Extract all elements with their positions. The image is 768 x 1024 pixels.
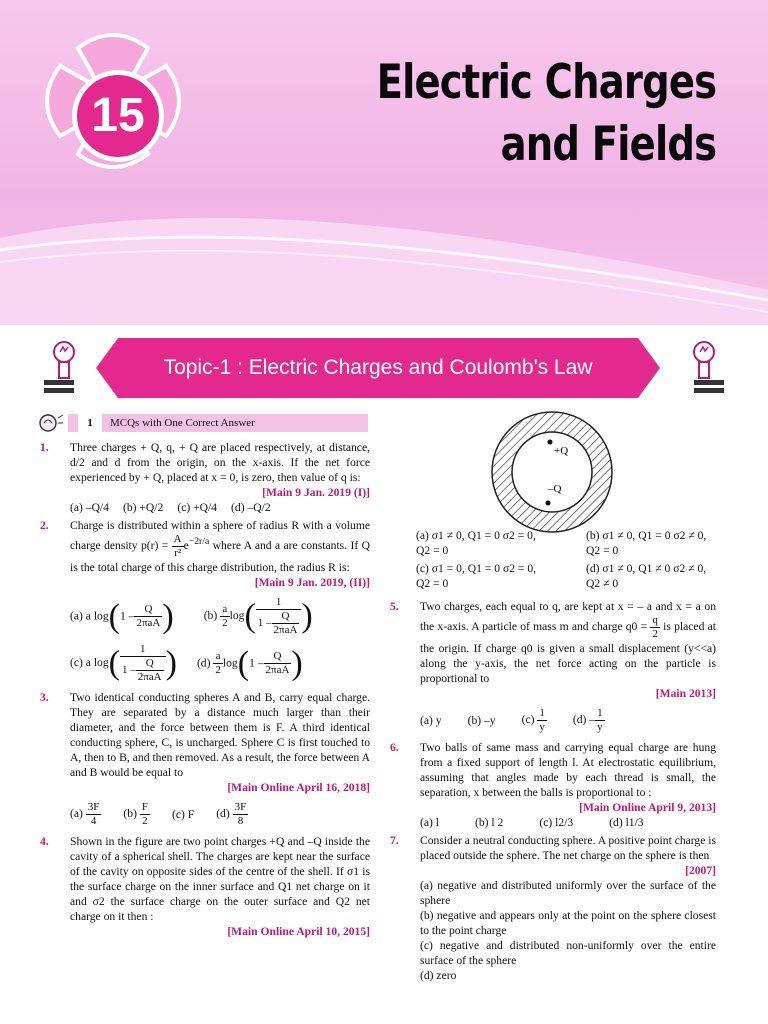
denominator: 8 [237,815,244,827]
question-number: 2. [40,519,49,532]
math-text: a log [85,656,109,670]
question-text: Consider a neutral conducting sphere. A positive point charge is placed outside the sphere. The net charge on the sphere is then [420,834,717,862]
fraction [134,603,162,630]
numerator: 1 [256,596,302,610]
fraction [595,707,605,734]
chapter-header [0,0,768,325]
math-text: 1 – [249,656,264,670]
negative-charge-label: –Q [548,483,562,495]
section-label: MCQs with One Correct Answer [110,417,255,429]
math-text: 1 – [121,664,136,677]
positive-charge-label: +Q [554,445,569,457]
option-label: (c) [70,656,83,670]
paren: ( [108,644,120,682]
option-d[interactable]: (d) σ1 ≠ 0, Q1 ≠ 0 σ2 ≠ 0, Q2 ≠ 0 [586,562,707,590]
question-text: Two charges, each equal to q, are kept at x = – a and x = a on the x-axis. A particle of mass m and charge q0 = [420,600,716,634]
density-formula [140,533,210,559]
question-number: 6. [390,741,399,754]
question-number: 5. [390,600,399,613]
right-column [386,528,716,986]
option-b[interactable]: (b) –y [467,714,496,727]
question-text-cont: is placed at the origin. If charge q0 is given a small displacement (y<<a) along the y-axis, the net force acting on the particle is proportional to [420,620,716,685]
positive-charge-dot [548,440,553,445]
numerator: F [141,801,148,813]
fraction [86,801,102,828]
options [70,801,370,828]
question-reference: [2007] [685,864,716,877]
option-a[interactable]: (a) negative and distributed uniformly over the surface of the sphere [420,879,716,907]
option-c[interactable]: (c) F [171,808,195,821]
question-text-cont: where A and a are constants. If Q is the total charge of this charge distribution, the radius R is: [70,539,370,574]
option-a[interactable] [70,597,174,635]
option-a[interactable]: (a) –Q/4 [70,501,109,514]
question-7 [386,833,716,983]
denominator: 2 [652,628,658,640]
denominator [256,610,302,637]
chapter-title-line1: Electric Charges [376,55,716,110]
question-number: 1. [40,441,49,454]
question-reference: [Main 2013] [655,687,716,700]
option-label: (d) – [572,713,596,727]
denominator: 2πaA [136,617,161,629]
exp-base: e [183,539,189,553]
option-c[interactable]: (c) l2/3 [539,816,574,829]
math-text: log [229,609,245,623]
option-label: (d) [196,656,211,670]
question-reference: [Main 9 Jan. 2019 (I)] [262,486,370,499]
negative-charge-dot [546,501,551,506]
option-b[interactable]: (b) l 2 [475,816,504,829]
option-c[interactable] [522,707,547,734]
option-a[interactable]: (a) l [420,816,439,829]
option-label: (c) [521,713,535,727]
math-text: log [222,656,238,670]
math-text: a log [85,609,109,623]
topic-title: Topic-1 : Electric Charges and Coulomb's Law [163,356,593,379]
option-d[interactable]: (d) l1/3 [609,816,644,829]
question-number: 4. [40,835,49,848]
section-bar [68,414,368,432]
exp-power: −2r/a [188,536,210,548]
question-5 [386,599,716,734]
spherical-shell-figure [490,410,615,535]
option-label: (d) [216,807,230,821]
numerator: 1 [120,643,166,657]
option-b[interactable]: (b) σ1 ≠ 0, Q1 = 0 σ2 ≠ 0, Q2 = 0 [586,529,707,557]
option-label: (a) [70,807,83,821]
denominator: 2πaA [273,624,298,636]
options-row-1 [70,596,370,637]
option-c[interactable] [70,643,177,684]
paren: ) [165,644,177,682]
fraction [220,603,230,630]
density-fraction [172,533,184,560]
question-text: Shown in the figure are two point charges +Q and –Q inside the cavity of a spherical shell. The charges are kept near the surface of the cavity on opposite sides of the centre of the shell. If σ1 is the surface charge on the inner surface and Q1 net charge on it and σ2 the surface charge on the outer surface and Q2 net charge on it then : [70,835,370,923]
denominator: 2πaA [137,671,162,683]
question-number: 3. [40,691,49,704]
denominator [120,657,166,684]
option-a[interactable] [70,801,101,828]
question-reference: [Main Online April 10, 2015] [227,925,370,938]
fraction [136,657,164,684]
option-c[interactable]: (c) σ1 = 0, Q1 = 0 σ2 = 0, Q2 = 0 [416,562,537,590]
fraction [120,643,166,684]
paren: ( [108,597,120,635]
fraction-denominator: r² [174,547,182,559]
denominator: y [597,721,603,733]
option-d[interactable]: (d) zero [420,969,457,982]
option-label: (b) [203,609,218,623]
question-reference: [Main Online April 16, 2018] [227,781,370,794]
question-text: Three charges + Q, q, + Q are placed respectively, at distance, d/2 and d from the origin, on the x-axis. If the net force experienced by + Q, placed at x = 0, is zero, then value of q is: [70,441,370,484]
option-label: (b) [123,807,137,821]
numerator: 1 [597,707,603,719]
numerator: 1 [539,707,545,719]
left-column [36,412,370,942]
fraction [233,801,249,828]
options [420,707,716,734]
option-d[interactable] [216,801,248,828]
question-2 [36,518,370,684]
numerator: Q [264,650,292,664]
numerator: a [220,603,230,617]
paren: ( [244,597,256,635]
numerator: 3F [87,801,100,813]
option-b[interactable] [123,801,150,828]
fraction [272,610,300,637]
options [420,815,716,830]
section-header [36,412,370,434]
chapter-number: 15 [72,70,164,162]
question-reference: [Main Online April 9, 2013] [579,801,716,814]
question-text: Charge is distributed within a sphere of radius R with a volume charge density [70,519,370,553]
denominator: 2πaA [265,664,290,676]
option-c[interactable]: (c) negative and distributed non-uniformly over the entire surface of the sphere [420,939,716,967]
question-3 [36,690,370,828]
numerator: Q [136,657,164,671]
fraction-numerator: A [173,533,182,545]
numerator: 3F [234,801,247,813]
fraction [264,650,292,677]
fraction [256,596,302,637]
section-number: 1 [78,414,102,432]
question-6 [386,740,716,830]
numerator: q [652,614,658,626]
paren: ( [237,644,250,682]
fraction [537,707,547,734]
options-row-2 [70,643,370,684]
options [70,500,370,515]
density-label: p(r) = [140,539,169,553]
brain-bulb-icon [36,412,64,434]
fraction [140,801,150,828]
paren: ) [301,597,313,635]
option-b[interactable] [204,596,313,637]
option-label: (a) [70,609,83,623]
question-1 [36,440,370,515]
option-c[interactable]: (c) +Q/4 [177,501,218,514]
math-text: 1 – [119,609,135,623]
option-a[interactable]: (a) y [420,714,442,727]
option-d[interactable] [196,644,303,682]
bulb-icon-left [42,338,78,400]
inner-cavity [512,432,592,512]
question-4 [36,834,370,939]
paren: ) [291,644,303,682]
chapter-title-line2: and Fields [500,117,716,172]
option-d[interactable] [573,707,605,734]
q4-options [386,528,716,591]
fraction [650,614,660,641]
fraction [213,650,223,677]
question-reference: [Main 9 Jan. 2019, (II)] [254,576,370,589]
denominator: 2 [142,815,148,827]
numerator: Q [272,610,300,624]
question-text: Two identical conducting spheres A and B, carry equal charge. They are separated by a distance much larger than their diameter, and the force between them is F. A third identical conducting sphere, C, is uncharged. Sphere C is first touched to A, then to B, and then removed. As a result, the force between A and B would be equal to [70,691,370,779]
paren: ) [162,597,174,635]
option-b[interactable]: (b) +Q/2 [122,501,164,514]
math-text: 1 – [257,617,272,630]
denominator: 2 [222,617,228,629]
denominator: 2 [215,664,221,676]
option-b[interactable]: (b) negative and appears only at the point on the sphere closest to the point charge [420,909,716,937]
bulb-icon-right [690,338,726,400]
question-number: 7. [390,834,399,847]
numerator: a [213,650,223,664]
denominator: 4 [90,815,97,827]
numerator: Q [134,603,162,617]
option-d[interactable]: (d) –Q/2 [231,501,271,514]
denominator: y [539,721,545,733]
option-a[interactable]: (a) σ1 ≠ 0, Q1 = 0 σ2 = 0, Q2 = 0 [416,529,536,557]
question-text: Two balls of same mass and carrying equal charge are hung from a fixed support of length l. At electrostatic equilibrium, assuming that angles made by each thread is small, the separation, x between the balls is proportional to : [420,741,716,799]
chapter-title [376,52,716,176]
